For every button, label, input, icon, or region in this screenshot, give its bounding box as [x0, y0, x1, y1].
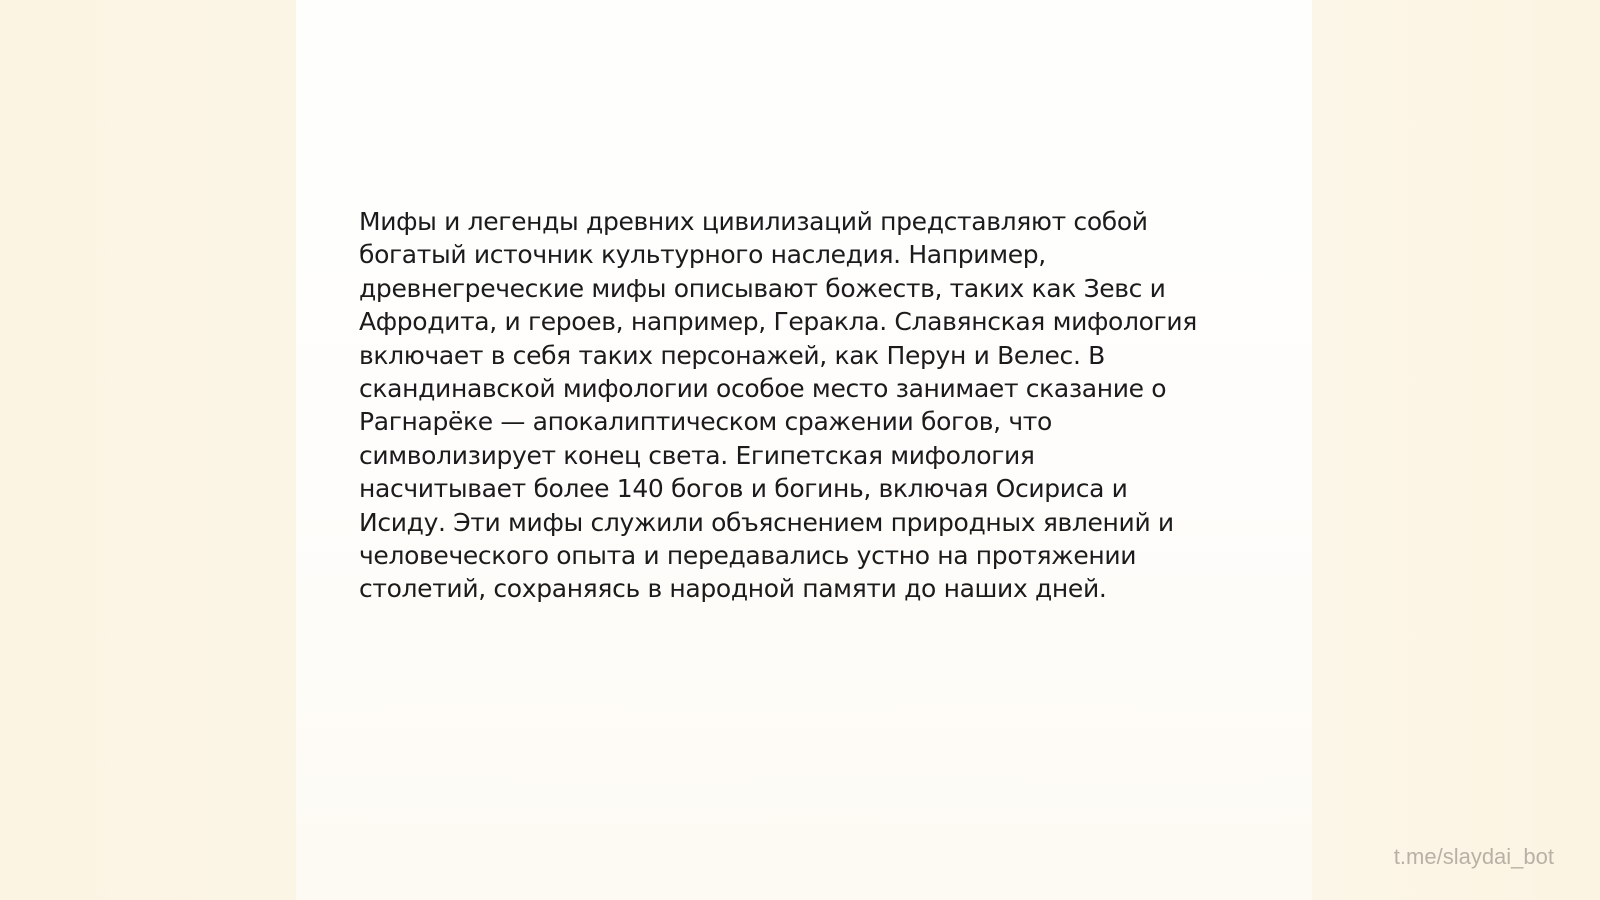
- body-text-line: Исиду. Эти мифы служили объяснением природных явлений и: [359, 507, 1174, 537]
- body-text-line: человеческого опыта и передавались устно на протяжении: [359, 541, 1137, 571]
- body-text-line: богатый источник культурного наследия. Например,: [359, 240, 1046, 270]
- body-text-line: Рагнарёке — апокалиптическом сражении богов, что: [359, 407, 1052, 437]
- body-text-line: скандинавской мифологии особое место занимает сказание о: [359, 374, 1167, 404]
- slide-body-text: [359, 205, 1259, 606]
- body-text-line: Афродита, и героев, например, Геракла. Славянская мифология: [359, 307, 1197, 337]
- body-text-line: Мифы и легенды древних цивилизаций представляют собой: [359, 207, 1148, 236]
- body-text-line: включает в себя таких персонажей, как Перун и Велес. В: [359, 340, 1105, 370]
- watermark-link-text: t.me/slaydai_bot: [1393, 844, 1554, 869]
- body-text-line: древнегреческие мифы описывают божеств, таких как Зевс и: [359, 273, 1166, 303]
- right-background-margin: [1312, 0, 1600, 900]
- body-text-line: символизирует конец света. Египетская мифология: [359, 440, 1035, 470]
- left-background-margin: [0, 0, 296, 900]
- body-text-line: столетий, сохраняясь в народной памяти до наших дней.: [359, 574, 1107, 604]
- body-text-line: насчитывает более 140 богов и богинь, включая Осириса и: [359, 474, 1128, 504]
